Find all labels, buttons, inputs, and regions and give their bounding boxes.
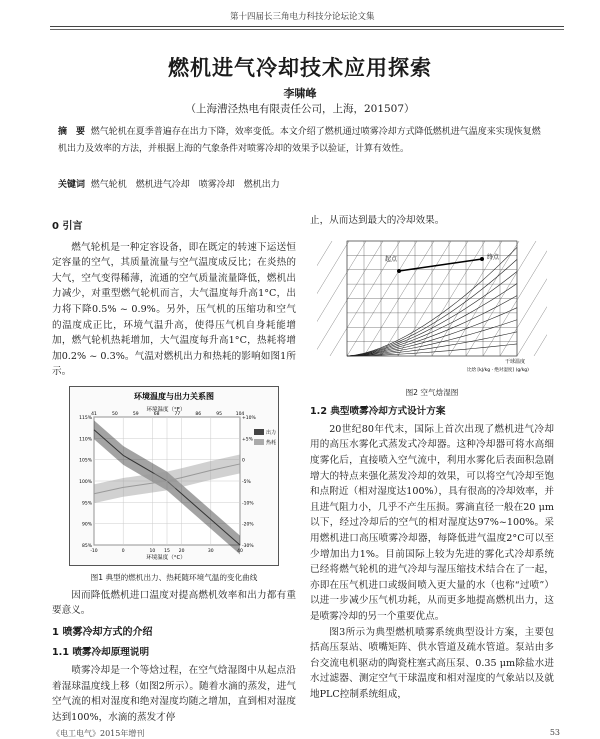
right-continuation: 止，从而达到最大的冷却效果。 <box>310 215 445 226</box>
x-top-tick: 68 <box>153 411 160 417</box>
y-tick-left: 105% <box>79 458 92 464</box>
y-tick-right: +10% <box>242 415 256 421</box>
y-tick-left: 85% <box>81 543 92 549</box>
x-tick: -10 <box>90 548 98 554</box>
x-top-tick: 95 <box>216 411 223 417</box>
affiliation: （上海漕泾热电有限责任公司，上海，201507） <box>185 103 415 115</box>
y-tick-left: 100% <box>79 479 92 485</box>
keywords-label: 关键词 <box>58 180 86 190</box>
cooling-process-line <box>399 259 482 271</box>
left-column <box>52 213 296 725</box>
y-tick-left: 95% <box>81 501 92 507</box>
enthalpy-line <box>317 241 349 356</box>
x-tick: 15 <box>164 548 170 554</box>
keywords-text: 燃气轮机 燃机进气冷却 喷雾冷却 燃机出力 <box>90 180 280 190</box>
enthalpy-line <box>534 241 547 356</box>
section-1-heading: 1 喷雾冷却方式的介绍 <box>52 626 153 638</box>
footer-journal: 《电工电气》2015年增刊 <box>52 729 145 738</box>
y-tick-right: -5% <box>242 479 251 485</box>
x-tick: 40 <box>237 548 243 554</box>
x-top-tick: 77 <box>174 411 181 417</box>
section-1-2-paragraph-1: 20世纪80年代末，国际上首次出现了燃机进气冷却用的高压水雾化式蒸发式冷却器。这种冷却器可将水高细度雾化后，直接喷入空气流中，利用水雾化后表面积急剧增大的特点来强化蒸发冷却的效果，可以将空气冷却至饱和点附近（相对湿度达100%），具有很高的冷却效率，并且进气阻力小，几乎不产生压损。雾滴直径一般在20 μm以下，经过冷却后的空气的相对湿度达97%~100%。采用燃机进口高压喷雾冷却器，每降低进气温度2°C可以至少增加出力1%。目前国际上较为先进的雾化式冷却系统已经将燃气轮机的进气冷却与湿压缩技术结合在了一起，亦即在压气机进口或级间喷入更大量的水（也称“过喷”）以进一步减少压气机功耗，从而更多地提高燃机出力，这是喷雾冷却的另一个重要优点。 <box>310 423 554 622</box>
y-tick-left: 115% <box>79 415 92 421</box>
author: 李啸峰 <box>283 87 317 100</box>
abstract-label: 摘 要 <box>58 127 86 137</box>
x-top-tick: 104 <box>235 411 245 417</box>
y-tick-right: -30% <box>242 543 254 549</box>
x-tick: 30 <box>207 548 214 554</box>
figure-2 <box>317 231 547 381</box>
figure-1-caption: 图1 典型的燃机出力、热耗随环境气温的变化曲线 <box>90 572 258 582</box>
enthalpy-line <box>317 241 332 356</box>
y-tick-right: -20% <box>242 522 254 528</box>
x-tick: 10 <box>149 548 156 554</box>
y-tick-left: 90% <box>81 522 92 528</box>
section-1-2-paragraph-2: 图3所示为典型燃机喷雾系统典型设计方案，主要包括高压泵站、喷嘴矩阵、供水管道及疏水管道。泵站由多台交流电机驱动的陶瓷柱塞式高压泵、0.35 μm除盐水进水过滤器、测定空气干球温度和相对湿度的气象站以及就地PLC控制系统组成， <box>310 626 554 700</box>
end-point <box>480 257 484 261</box>
fig2-xnote: 比焓 [kJ/kg · 绝对湿度] (g/kg) <box>467 367 529 373</box>
figure-1 <box>69 386 279 566</box>
figure-1-chart <box>70 387 278 565</box>
fig2-end-label: 终点 <box>487 253 500 261</box>
header-rule-thin <box>50 29 564 30</box>
x-top-tick: 50 <box>111 411 118 417</box>
x-top-tick: 59 <box>132 411 139 417</box>
footer-page-number: 53 <box>549 728 560 737</box>
legend-heat-swatch <box>254 439 264 445</box>
y-tick-right: 0 <box>242 458 245 464</box>
abstract <box>58 124 548 158</box>
x-top-tick: 41 <box>91 411 97 417</box>
section-1-1-paragraph: 喷雾冷却是一个等焓过程，在空气焓湿图中从起点沿着湿球温度线上移（如图2所示）。随着水滴的蒸发，进气空气流的相对湿度和绝对湿度均随之增加，直到相对湿度达到100%，水滴的蒸发才停 <box>52 664 296 723</box>
y-tick-left: 110% <box>79 437 92 443</box>
figure-2-caption: 图2 空气焓湿图 <box>405 387 459 397</box>
figure-1-bottom-axis-label: 环境温度（°C） <box>146 554 186 561</box>
fig2-start-label: 起点 <box>385 255 398 263</box>
intro-paragraph-1: 燃气轮机是一种定容设备，即在既定的转速下运送恒定容量的空气，其质量流量与空气温度成反比；在炎热的大气，空气变得稀薄，流通的空气质量流量降低，燃机出力减少，对重型燃气轮机而言，大气温度每升高1°C，出力将下降0.5% ~ 0.9%。另外，压气机的压缩功和空气的温度成正比，环境气温升高，使得压气机自身耗能增加，燃气轮机热耗增加，大气温度每升高1°C，热耗将增加0.2% ~ 0.3%。气温对燃机出力和热耗的影响如图1所示。 <box>52 241 296 378</box>
section-1-1-heading: 1.1 喷雾冷却原理说明 <box>52 647 150 659</box>
right-column <box>310 213 554 702</box>
figure-1-top-axis-label: 环境温度（°F） <box>146 406 186 413</box>
paper-title: 燃机进气冷却技术应用探索 <box>168 56 432 80</box>
x-tick: 20 <box>178 548 185 554</box>
figure-2-psychrometric-chart <box>317 231 547 381</box>
start-point <box>397 269 401 273</box>
abstract-text: 燃气轮机在夏季普遍存在出力下降，效率变低。本文介绍了燃机通过喷雾冷却方式降低燃机进气温度来实现恢复燃机出力及效率的方法，并根据上海的气象条件对喷雾冷却的效果予以验证，计算有效性。 <box>58 127 541 154</box>
intro-paragraph-2: 因而降低燃机进口温度对提高燃机效率和出力都有重要意义。 <box>52 589 296 617</box>
figure-1-title: 环境温度与出力关系图 <box>134 391 214 401</box>
x-tick: 0 <box>121 548 125 554</box>
x-top-tick: 86 <box>195 411 202 417</box>
running-header: 第十四届长三角电力科技分论坛论文集 <box>230 12 375 22</box>
section-1-2-heading: 1.2 典型喷雾冷却方式设计方案 <box>310 406 446 418</box>
legend-heat-label: 热耗 <box>266 439 277 446</box>
y-tick-right: +5% <box>242 437 253 443</box>
fig2-xlabel: 干球温度 <box>505 358 526 365</box>
legend-output-label: 出力 <box>266 429 277 436</box>
keywords <box>58 178 548 192</box>
y-tick-right: -10% <box>242 501 254 507</box>
header-rule <box>50 26 564 27</box>
legend-output-swatch <box>254 429 264 435</box>
section-intro-heading: 0 引言 <box>52 221 83 232</box>
